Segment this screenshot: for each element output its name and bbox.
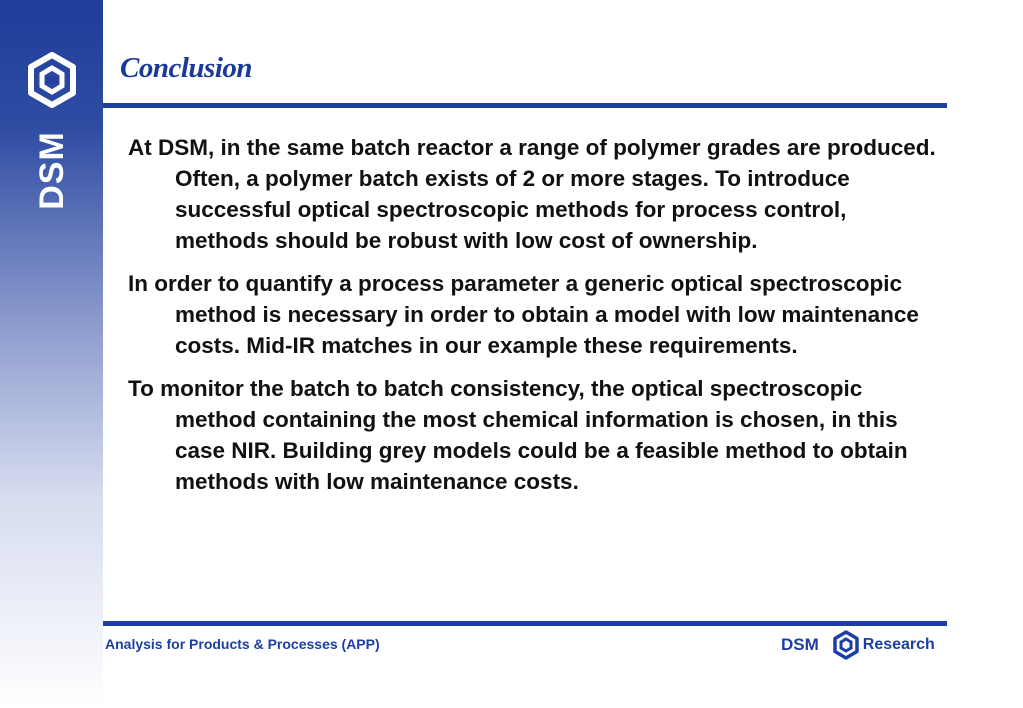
- side-brand: [28, 128, 76, 212]
- page-title: Conclusion: [120, 52, 252, 84]
- footer-department: Analysis for Products & Processes (APP): [105, 636, 380, 652]
- sidebar: [0, 0, 103, 708]
- side-brand-text: DSM: [32, 130, 71, 210]
- footer-divider: [103, 621, 947, 626]
- paragraph-2: In order to quantify a process parameter a generic optical spectroscopic method is necessary in order to obtain a model with low maintenance costs. Mid-IR matches in our example these requirements.: [128, 271, 919, 358]
- content-body: [128, 132, 944, 509]
- paragraph-3: To monitor the batch to batch consistency, the optical spectroscopic method containing the most chemical information is chosen, in this case NIR. Building grey models could be a feasible method to obtain methods with low maintenance costs.: [128, 376, 908, 494]
- paragraph-1: At DSM, in the same batch reactor a range of polymer grades are produced. Often, a polymer batch exists of 2 or more stages. To introduce successful optical spectroscopic methods for process control, methods should be robust with low cost of ownership.: [128, 135, 936, 253]
- footer-brand-name: DSM: [781, 635, 819, 654]
- dsm-logo-icon: [831, 630, 861, 660]
- footer-division: Research: [862, 636, 935, 653]
- footer-brand: [781, 628, 935, 662]
- title-divider: [103, 103, 947, 108]
- dsm-logo-icon: [24, 52, 80, 108]
